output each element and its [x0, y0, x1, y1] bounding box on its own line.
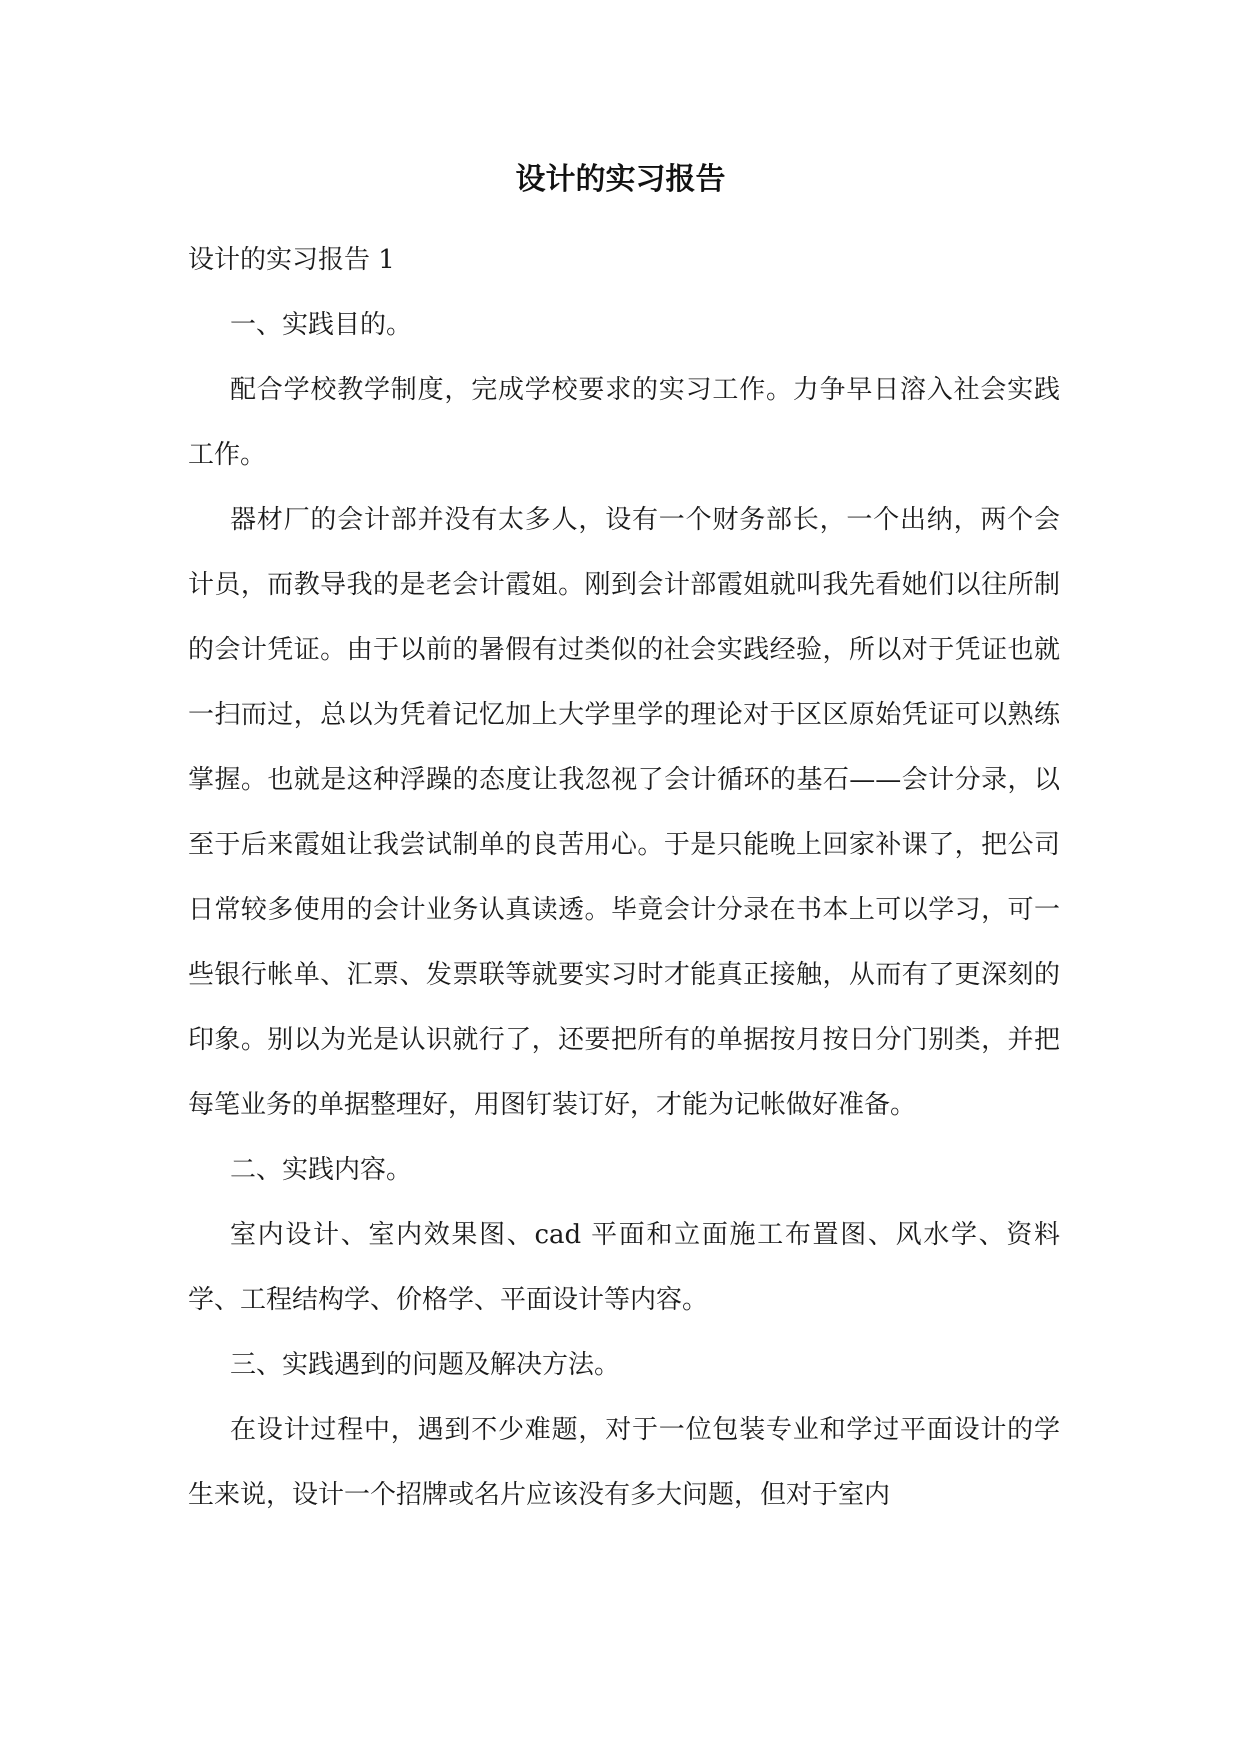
section-heading-purpose: 一、实践目的。 [230, 310, 413, 340]
document-body [188, 228, 1060, 1528]
report-subtitle: 设计的实习报告 1 [188, 245, 395, 275]
paragraph-purpose: 配合学校教学制度，完成学校要求的实习工作。力争早日溶入社会实践工作。 [188, 375, 1060, 470]
document-title: 设计的实习报告 [515, 162, 726, 197]
paragraph-accounting: 器材厂的会计部并没有太多人，设有一个财务部长，一个出纳，两个会计员，而教导我的是老会计霞姐。刚到会计部霞姐就叫我先看她们以往所制的会计凭证。由于以前的暑假有过类似的社会实践经验，所以对于凭证也就一扫而过，总以为凭着记忆加上大学里学的理论对于区区原始凭证可以熟练掌握。也就是这种浮躁的态度让我忽视了会计循环的基石——会计分录，以至于后来霞姐让我尝试制单的良苦用心。于是只能晚上回家补课了，把公司日常较多使用的会计业务认真读透。毕竟会计分录在书本上可以学习，可一些银行帐单、汇票、发票联等就要实习时才能真正接触，从而有了更深刻的印象。别以为光是认识就行了，还要把所有的单据按月按日分门别类，并把每笔业务的单据整理好，用图钉装订好，才能为记帐做好准备。 [188, 505, 1060, 1120]
paragraph-problems: 在设计过程中，遇到不少难题，对于一位包装专业和学过平面设计的学生来说，设计一个招牌或名片应该没有多大问题，但对于室内 [188, 1415, 1060, 1510]
section-heading-problems: 三、实践遇到的问题及解决方法。 [230, 1350, 621, 1380]
paragraph-content: 室内设计、室内效果图、cad 平面和立面施工布置图、风水学、资料学、工程结构学、价格学、平面设计等内容。 [188, 1220, 1060, 1315]
section-heading-content: 二、实践内容。 [230, 1155, 413, 1185]
